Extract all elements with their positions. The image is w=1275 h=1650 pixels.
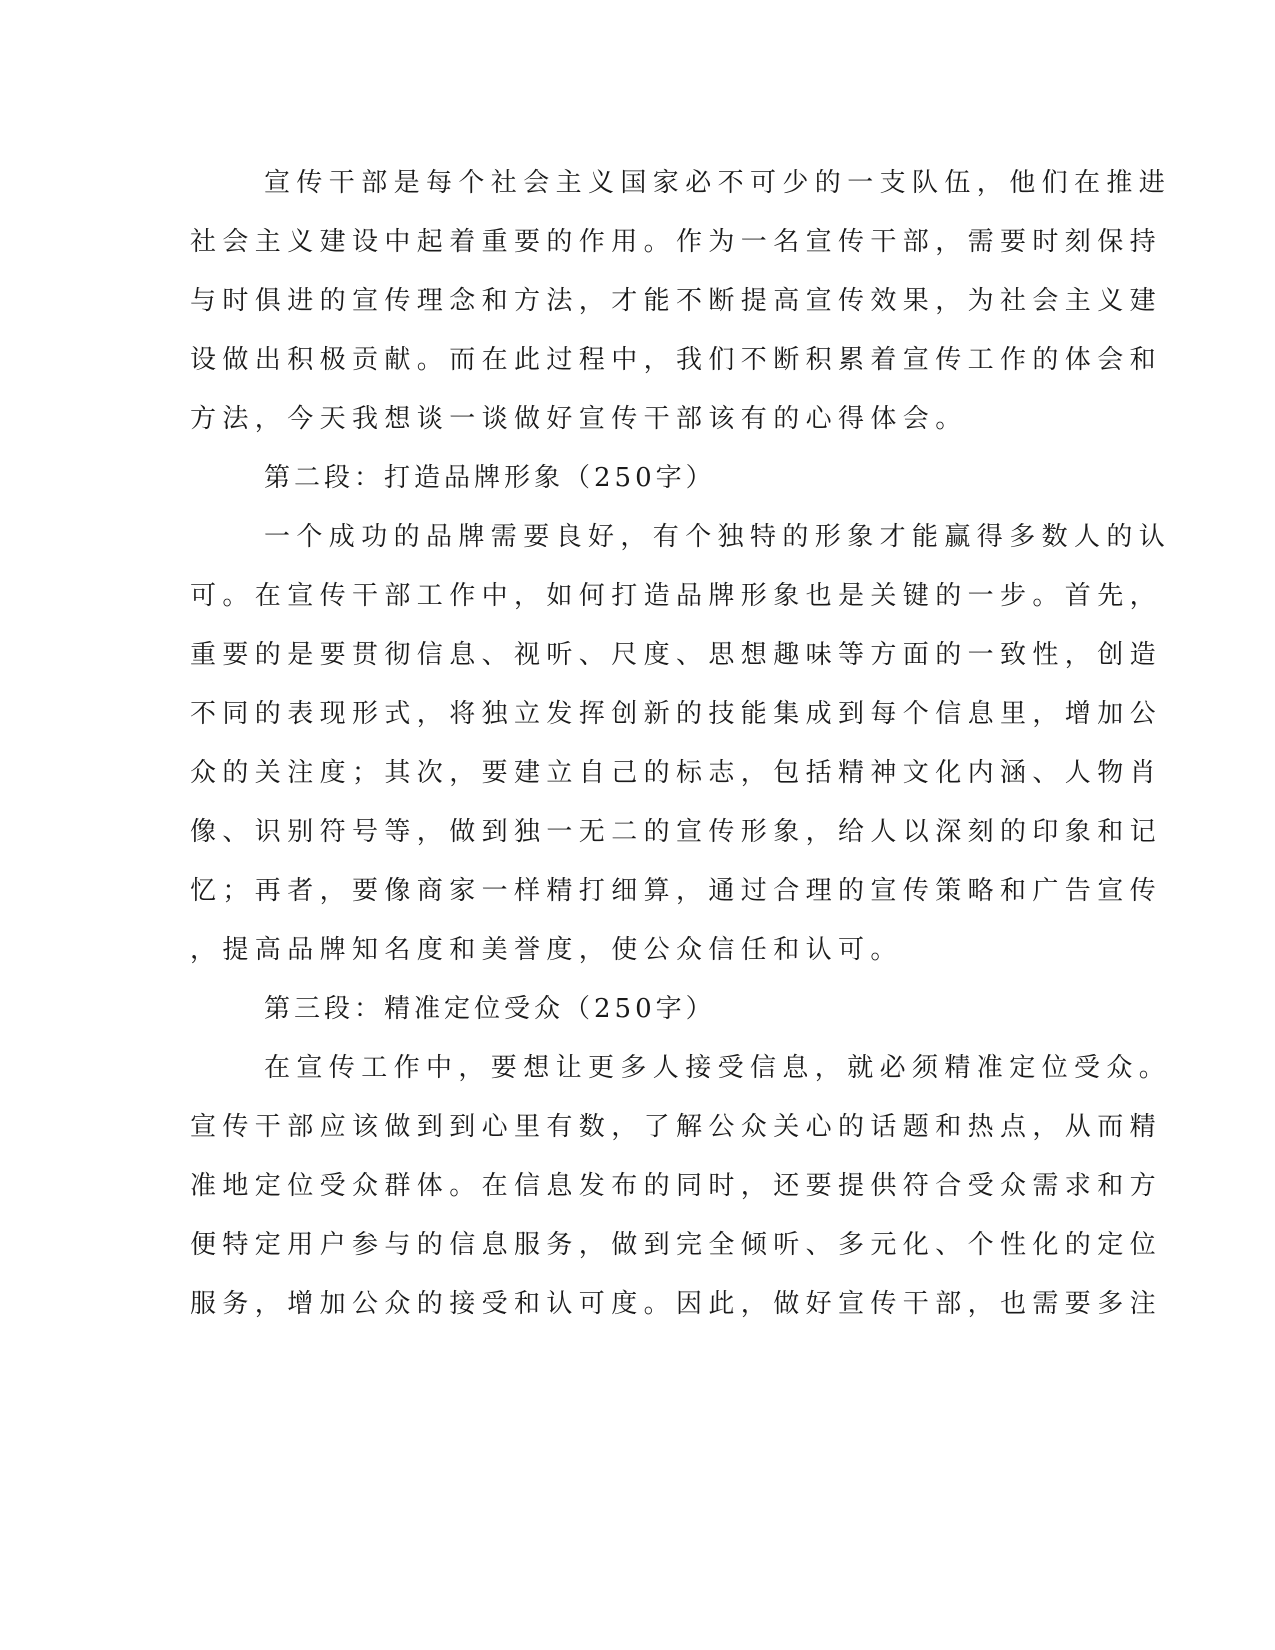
paragraph-1-line-3: 与时俱进的宣传理念和方法，才能不断提高宣传效果，为社会主义建 [190,286,1163,316]
paragraph-2-line-5: 众的关注度；其次，要建立自己的标志，包括精神文化内涵、人物肖 [190,758,1163,788]
paragraph-2-line-6: 像、识别符号等，做到独一无二的宣传形象，给人以深刻的印象和记 [190,817,1163,847]
paragraph-2-line-4: 不同的表现形式，将独立发挥创新的技能集成到每个信息里，增加公 [190,699,1163,729]
paragraph-3-line-5: 服务，增加公众的接受和认可度。因此，做好宣传干部，也需要多注 [190,1289,1163,1319]
paragraph-3-line-3: 准地定位受众群体。在信息发布的同时，还要提供符合受众需求和方 [190,1171,1163,1201]
paragraph-1-line-4: 设做出积极贡献。而在此过程中，我们不断积累着宣传工作的体会和 [190,345,1163,375]
paragraph-1-line-1: 宣传干部是每个社会主义国家必不可少的一支队伍，他们在推进 [264,168,1172,198]
paragraph-2-line-2: 可。在宣传干部工作中，如何打造品牌形象也是关键的一步。首先， [190,581,1163,611]
section-heading-2: 第二段：打造品牌形象（250字） [264,463,716,493]
paragraph-2-line-8: ，提高品牌知名度和美誉度，使公众信任和认可。 [190,935,903,965]
paragraph-1-line-2: 社会主义建设中起着重要的作用。作为一名宣传干部，需要时刻保持 [190,227,1163,257]
paragraph-2-line-7: 忆；再者，要像商家一样精打细算，通过合理的宣传策略和广告宣传 [190,876,1163,906]
paragraph-3-line-2: 宣传干部应该做到到心里有数，了解公众关心的话题和热点，从而精 [190,1112,1163,1142]
section-heading-3: 第三段：精准定位受众（250字） [264,994,716,1024]
paragraph-2-line-3: 重要的是要贯彻信息、视听、尺度、思想趣味等方面的一致性，创造 [190,640,1163,670]
paragraph-3-line-4: 便特定用户参与的信息服务，做到完全倾听、多元化、个性化的定位 [190,1230,1163,1260]
paragraph-3-line-1: 在宣传工作中，要想让更多人接受信息，就必须精准定位受众。 [264,1053,1172,1083]
paragraph-2-line-1: 一个成功的品牌需要良好，有个独特的形象才能赢得多数人的认 [264,522,1172,552]
paragraph-1-line-5: 方法，今天我想谈一谈做好宣传干部该有的心得体会。 [190,404,968,434]
